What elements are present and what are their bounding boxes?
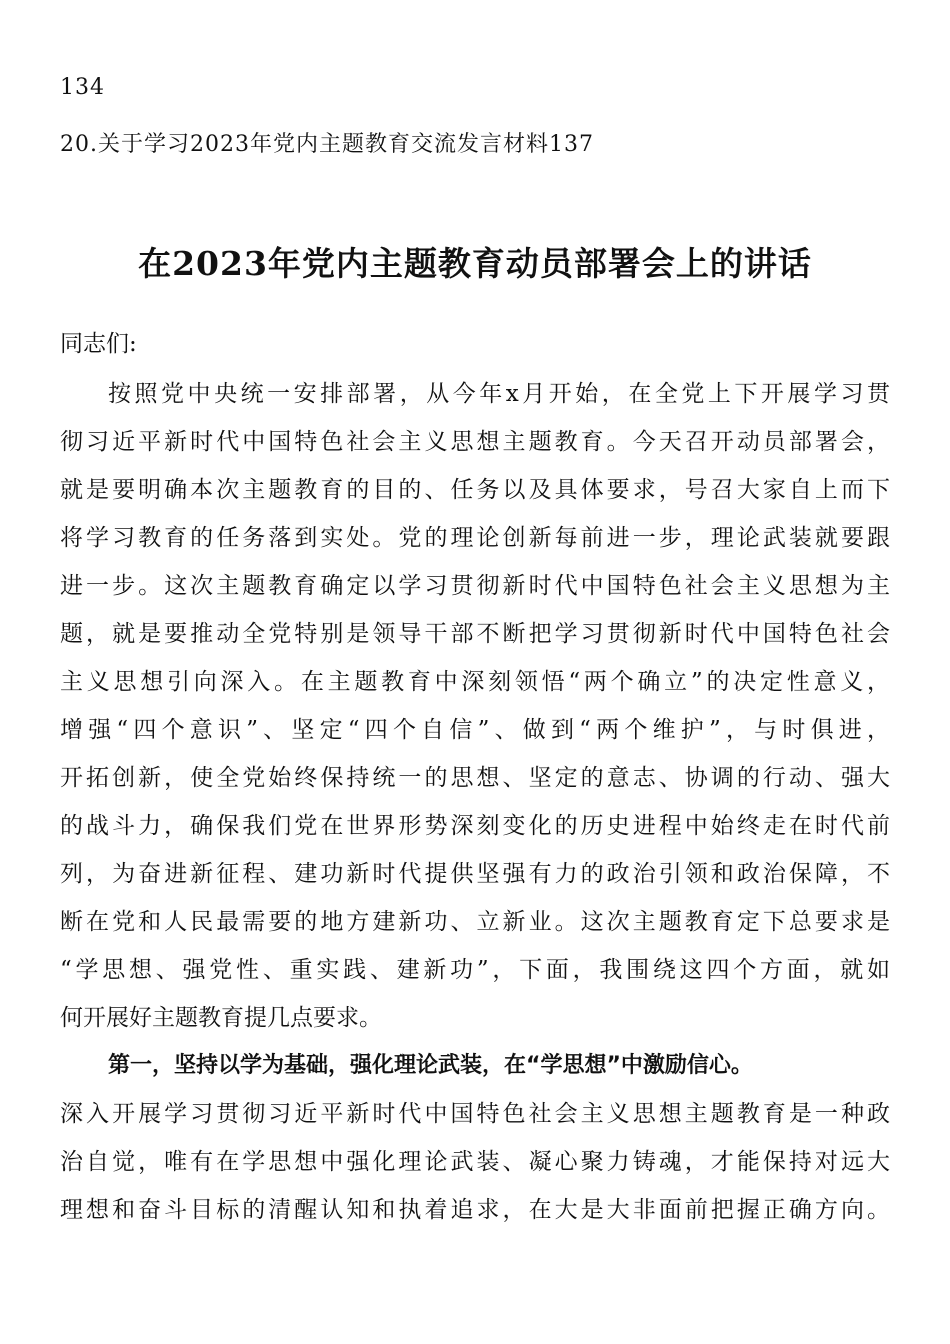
- paragraph-1-line: 进一步。这次主题教育确定以学习贯彻新时代中国特色社会主义思想为主: [60, 573, 890, 599]
- paragraph-1-line: 就是要明确本次主题教育的目的、任务以及具体要求，号召大家自上而下: [60, 477, 890, 503]
- speech-title: 在2023年党内主题教育动员部署会上的讲话: [138, 244, 812, 283]
- paragraph-1-line: 断在党和人民最需要的地方建新功、立新业。这次主题教育定下总要求是: [60, 909, 890, 935]
- toc-entry-20: 20.关于学习2023年党内主题教育交流发言材料137: [60, 132, 594, 157]
- paragraph-1-line: 开拓创新，使全党始终保持统一的思想、坚定的意志、协调的行动、强大: [60, 765, 890, 791]
- greeting: 同志们:: [60, 331, 137, 357]
- paragraph-1-line: 题，就是要推动全党特别是领导干部不断把学习贯彻新时代中国特色社会: [60, 621, 890, 647]
- paragraph-1-line: “学思想、强党性、重实践、建新功”，下面，我围绕这四个方面，就如: [60, 957, 890, 983]
- paragraph-2-line: 深入开展学习贯彻习近平新时代中国特色社会主义思想主题教育是一种政: [60, 1101, 890, 1127]
- section-1-heading: 第一，坚持以学为基础，强化理论武装，在“学思想”中激励信心。: [108, 1053, 753, 1078]
- paragraph-1-line: 列，为奋进新征程、建功新时代提供坚强有力的政治引领和政治保障，不: [60, 861, 890, 887]
- paragraph-1-line: 按照党中央统一安排部署，从今年x月开始，在全党上下开展学习贯: [108, 381, 890, 407]
- paragraph-1-line: 彻习近平新时代中国特色社会主义思想主题教育。今天召开动员部署会，: [60, 429, 890, 455]
- paragraph-2-line: 治自觉，唯有在学思想中强化理论武装、凝心聚力铸魂，才能保持对远大: [60, 1149, 890, 1175]
- paragraph-1-line: 何开展好主题教育提几点要求。: [60, 1005, 382, 1031]
- paragraph-1-line: 主义思想引向深入。在主题教育中深刻领悟“两个确立”的决定性意义，: [60, 669, 890, 695]
- paragraph-1-line: 增强“四个意识”、坚定“四个自信”、做到“两个维护”，与时俱进，: [60, 717, 890, 743]
- paragraph-1-line: 的战斗力，确保我们党在世界形势深刻变化的历史进程中始终走在时代前: [60, 813, 890, 839]
- toc-page-number: 134: [60, 75, 105, 100]
- paragraph-2-line: 理想和奋斗目标的清醒认知和执着追求，在大是大非面前把握正确方向。: [60, 1197, 890, 1223]
- paragraph-1-line: 将学习教育的任务落到实处。党的理论创新每前进一步，理论武装就要跟: [60, 525, 890, 551]
